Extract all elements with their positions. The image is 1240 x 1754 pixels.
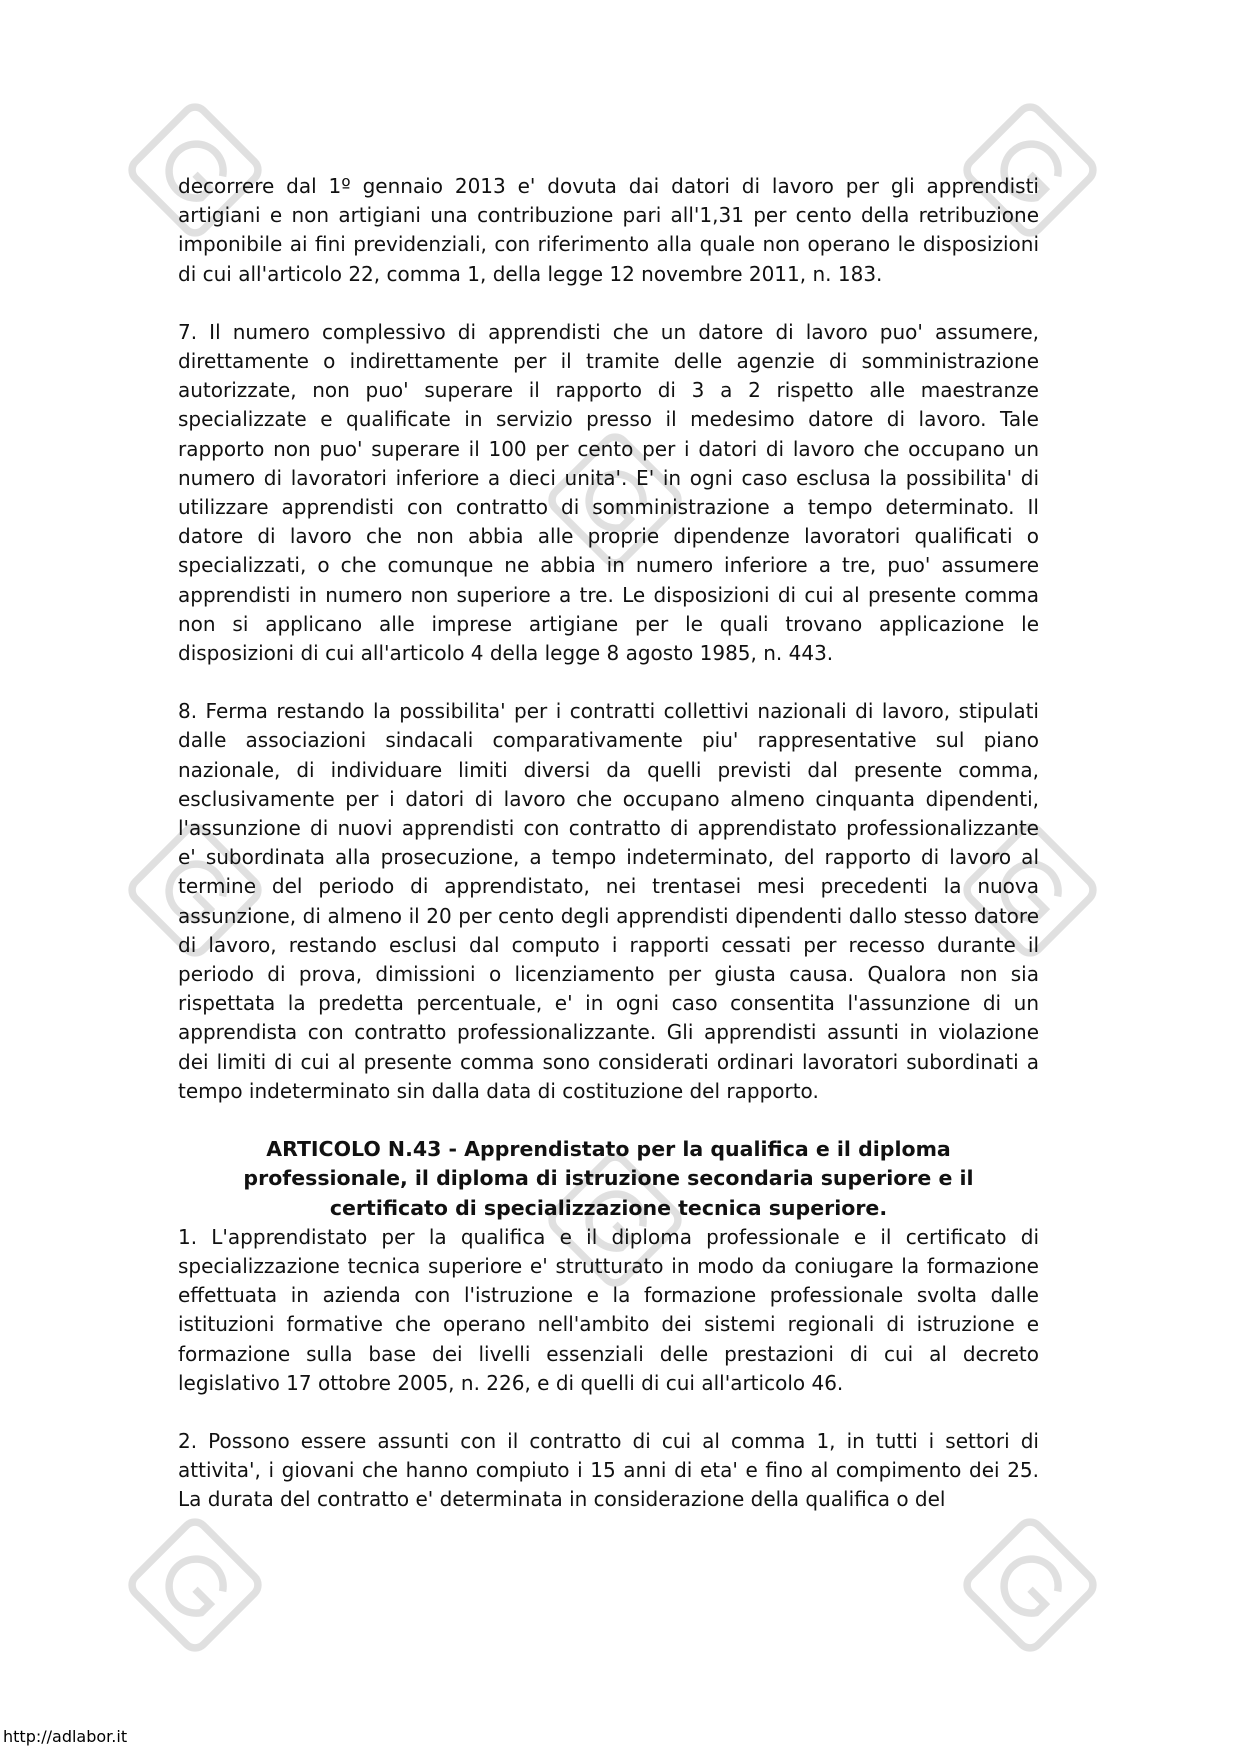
paragraph-comma-7: 7. Il numero complessivo di apprendisti che un datore di lavoro puo' assumere, direttamente o indirettamente per il tramite delle agenzie di somministrazione autorizzate, non puo' superare il rapporto di 3 a 2 rispetto alle maestranze specializzate e qualificate in servizio presso il medesimo datore di lavoro. Tale rapporto non puo' superare il 100 per cento per i datori di lavoro che occupano un numero di lavoratori inferiore a dieci unita'. E' in ogni caso esclusa la possibilita' di utilizzare apprendisti con contratto di somministrazione a tempo determinato. Il datore di lavoro che non abbia alle proprie dipendenze lavoratori qualificati o specializzati, o che comunque ne abbia in numero inferiore a tre, puo' assumere apprendisti in numero non superiore a tre. Le disposizioni di cui al presente comma non si applicano alle imprese artigiane per le quali trovano applicazione le disposizioni di cui all'articolo 4 della legge 8 agosto 1985, n. 443. [178,319,1039,666]
paragraph-article-43-comma-2: 2. Possono essere assunti con il contratto di cui al comma 1, in tutti i settori di attivita', i giovani che hanno compiuto i 15 anni di eta' e fino al compimento dei 25. La durata del contratto e' determinata in considerazione della qualifica o del [178,1428,1039,1512]
footer-url: http://adlabor.it [3,1727,128,1746]
paragraph-contribution: decorrere dal 1º gennaio 2013 e' dovuta dai datori di lavoro per gli apprendisti artigiani e non artigiani una contribuzione pari all'1,31 per cento della retribuzione imponibile ai fini previdenziali, con riferimento alla quale non operano le disposizioni di cui all'articolo 22, comma 1, della legge 12 novembre 2011, n. 183. [178,174,1039,286]
article-heading-line: ARTICOLO N.43 - Apprendistato per la qualifica e il diploma [266,1137,951,1162]
paragraph-article-43-comma-1: 1. L'apprendistato per la qualifica e il diploma professionale e il certificato di specializzazione tecnica superiore e' strutturato in modo da coniugare la formazione effettuata in azienda con l'istruzione e la formazione professionale svolta dalle istituzioni formative che operano nell'ambito dei sistemi regionali di istruzione e formazione sulla base dei livelli essenziali delle prestazioni di cui al decreto legislativo 17 ottobre 2005, n. 226, e di quelli di cui all'articolo 46. [178,1224,1039,1395]
article-heading [178,1135,1039,1223]
article-heading-line: professionale, il diploma di istruzione secondaria superiore e il [243,1166,974,1191]
document-body [178,172,1039,1544]
article-heading-line: certificato di specializzazione tecnica superiore. [329,1195,888,1220]
paragraph-comma-8: 8. Ferma restando la possibilita' per i contratti collettivi nazionali di lavoro, stipulati dalle associazioni sindacali comparativamente piu' rappresentative sul piano nazionale, di individuare limiti diversi da quelli previsti dal presente comma, esclusivamente per i datori di lavoro che occupano almeno cinquanta dipendenti, l'assunzione di nuovi apprendisti con contratto di apprendistato professionalizzante e' subordinata alla prosecuzione, a tempo indeterminato, del rapporto di lavoro al termine del periodo di apprendistato, nei trentasei mesi precedenti la nuova assunzione, di almeno il 20 per cento degli apprendisti dipendenti dallo stesso datore di lavoro, restando esclusi dal computo i rapporti cessati per recesso durante il periodo di prova, dimissioni o licenziamento per giusta causa. Qualora non sia rispettata la predetta percentuale, e' in ogni caso consentita l'assunzione di un apprendista con contratto professionalizzante. Gli apprendisti assunti in violazione dei limiti di cui al presente comma sono considerati ordinari lavoratori subordinati a tempo indeterminato sin dalla data di costituzione del rapporto. [178,699,1039,1103]
